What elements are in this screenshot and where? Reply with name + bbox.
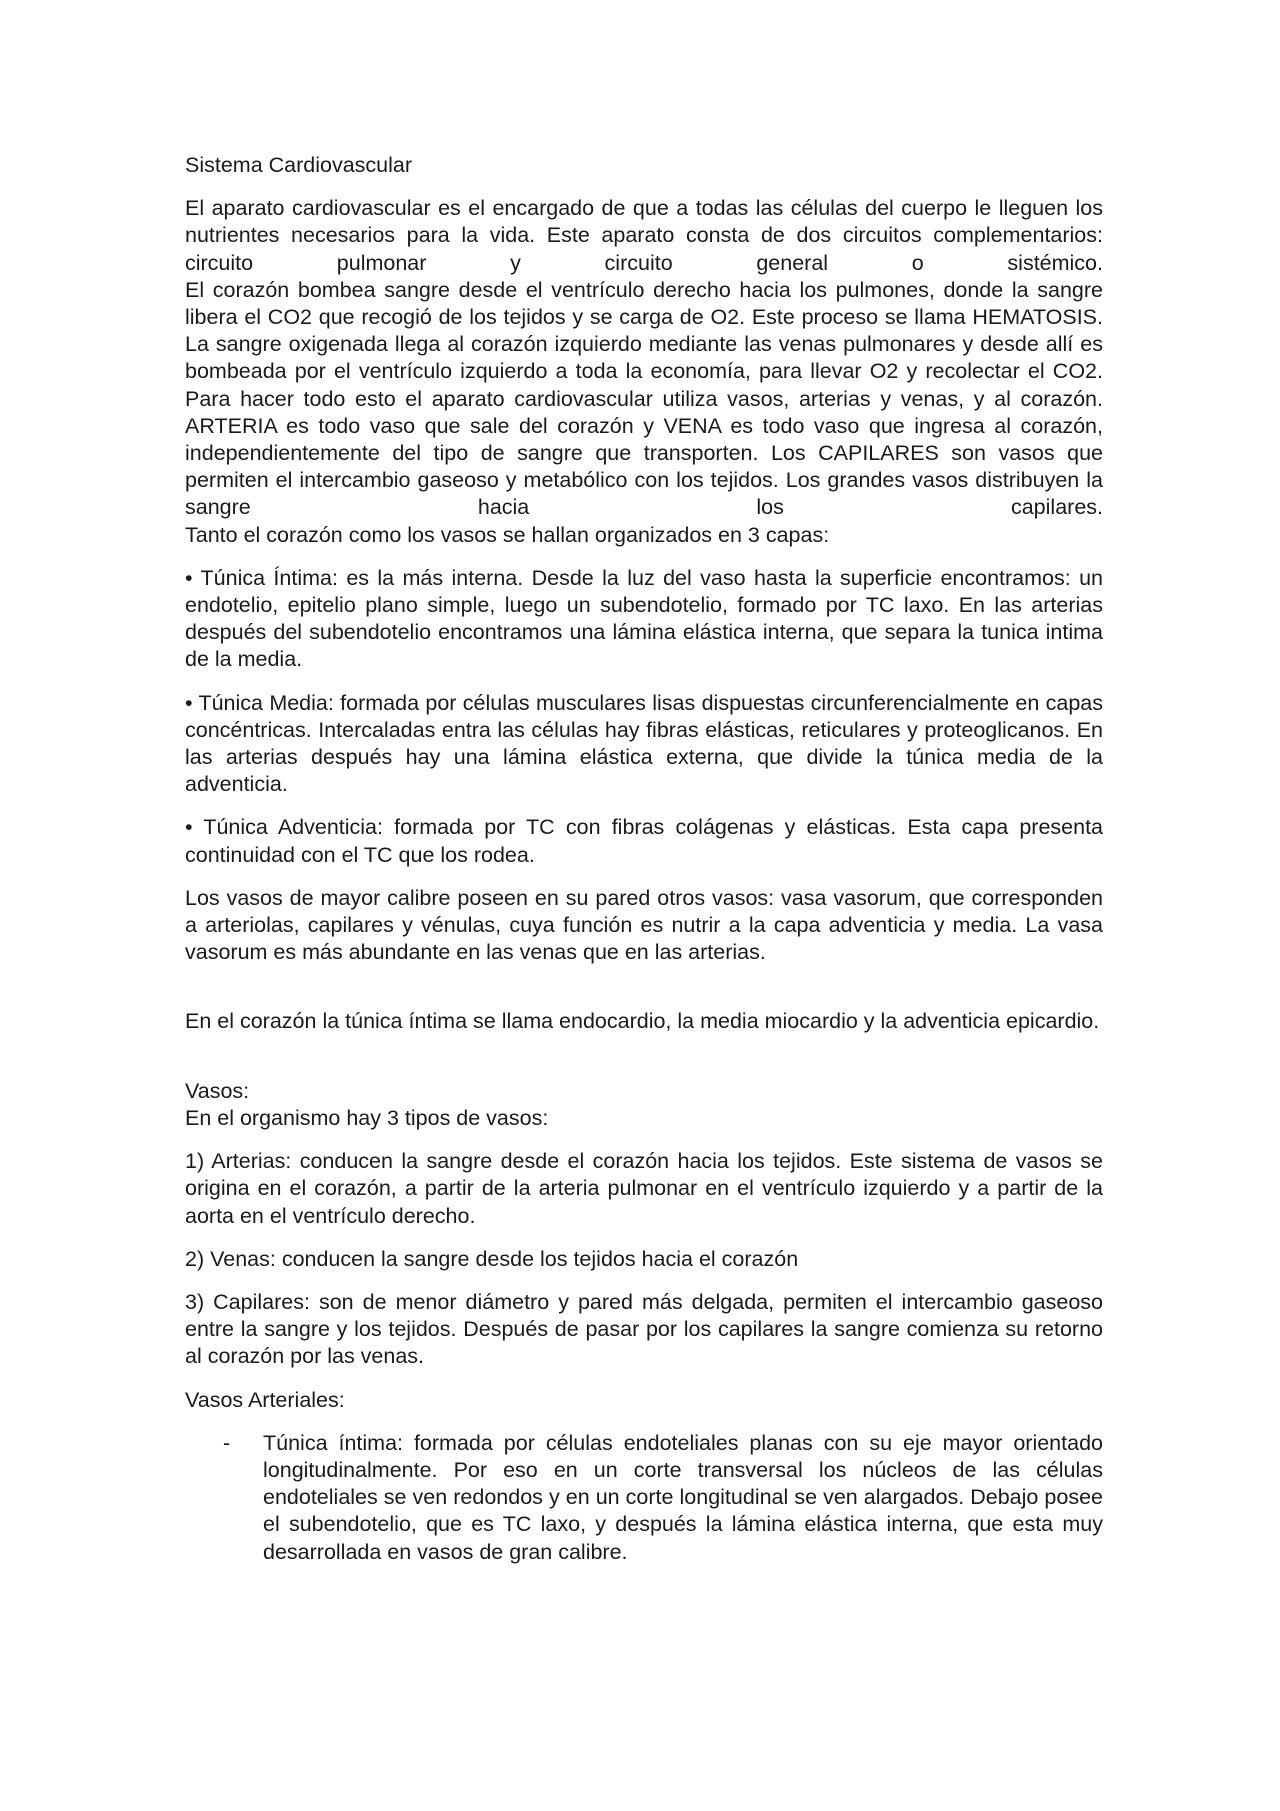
list-dash-marker: - xyxy=(223,1430,231,1455)
document-title: Sistema Cardiovascular xyxy=(185,153,413,177)
intro-paragraph-2: El corazón bombea sangre desde el ventrículo derecho hacia los pulmones, donde la sangre libera el CO2 que recogió de los tejidos y se carga de O2. Este proceso se llama HEMATOSIS. xyxy=(185,277,1103,330)
vasos-intro: En el organismo hay 3 tipos de vasos: xyxy=(185,1105,549,1130)
corazon-capas-paragraph: En el corazón la túnica íntima se llama endocardio, la media miocardio y la adventicia epicardio. xyxy=(185,1009,1100,1034)
intro-paragraph-1: El aparato cardiovascular es el encargado de que a todas las células del cuerpo le lleguen los nutrientes necesarios para la vida. Este aparato consta de dos circuitos complementarios: circuito pulmonar y circuito general o sistémico. xyxy=(185,196,1103,275)
vasos-section xyxy=(185,1078,1103,1371)
intro-paragraph-4: Para hacer todo esto el aparato cardiovascular utiliza vasos, arterias y venas, y al corazón. ARTERIA es todo vaso que sale del corazón y VENA es todo vaso que ingresa al corazón, independientemente del tipo de sangre que transporten. Los CAPILARES son vasos que permiten el intercambio gaseoso y metabólico con los tejidos. Los grandes vasos distribuyen la sangre hacia los capilares. xyxy=(185,386,1103,520)
capas-list xyxy=(185,565,1103,869)
arteriales-heading: Vasos Arteriales: xyxy=(185,1387,345,1412)
document-page xyxy=(185,152,1103,1566)
capa-item-media: • Túnica Media: formada por células musculares lisas dispuestas circunferencialmente en capas concéntricas. Intercaladas entra las células hay fibras elásticas, reticulares y proteoglicanos. En las arterias después hay una lámina elástica externa, que divide la túnica media de la adventicia. xyxy=(185,690,1103,797)
vasos-item-venas: 2) Venas: conducen la sangre desde los tejidos hacia el corazón xyxy=(185,1246,799,1271)
intro-section xyxy=(185,195,1103,549)
capa-item-intima: • Túnica Íntima: es la más interna. Desde la luz del vaso hasta la superficie encontramos: un endotelio, epitelio plano simple, luego un subendotelio, formado por TC laxo. En las arterias después del subendotelio encontramos una lámina elástica interna, que separa la tunica intima de la media. xyxy=(185,565,1103,672)
arteriales-list-item xyxy=(185,1430,1103,1566)
intro-paragraph-3: La sangre oxigenada llega al corazón izquierdo mediante las venas pulmonares y desde allí es bombeada por el ventrículo izquierdo a toda la economía, para llevar O2 y recolectar el CO2. xyxy=(185,332,1103,384)
vasos-heading: Vasos: xyxy=(185,1078,250,1103)
intro-paragraph-5: Tanto el corazón como los vasos se hallan organizados en 3 capas: xyxy=(185,522,830,547)
vasos-item-capilares: 3) Capilares: son de menor diámetro y pared más delgada, permiten el intercambio gaseoso entre la sangre y los tejidos. Después de pasar por los capilares la sangre comienza su retorno al corazón por las venas. xyxy=(185,1289,1103,1369)
vasa-vasorum-paragraph: Los vasos de mayor calibre poseen en su pared otros vasos: vasa vasorum, que corresponden a arteriolas, capilares y vénulas, cuya función es nutrir a la capa adventicia y media. La vasa vasorum es más abundante en las venas que en las arterias. xyxy=(185,885,1103,965)
arteriales-section xyxy=(185,1387,1103,1566)
arteriales-item-text: Túnica íntima: formada por células endoteliales planas con su eje mayor orientado longitudinalmente. Por eso en un corte transversal los núcleos de las células endoteliales se ven redondos y en un corte longitudinal se ven alargados. Debajo posee el subendotelio, que es TC laxo, y después la lámina elástica interna, que esta muy desarrollada en vasos de gran calibre. xyxy=(263,1430,1103,1564)
capa-item-adventicia: • Túnica Adventicia: formada por TC con fibras colágenas y elásticas. Esta capa presenta continuidad con el TC que los rodea. xyxy=(185,815,1103,867)
vasos-item-arterias: 1) Arterias: conducen la sangre desde el corazón hacia los tejidos. Este sistema de vasos se origina en el corazón, a partir de la arteria pulmonar en el ventrículo izquierdo y a partir de la aorta en el ventrículo derecho. xyxy=(185,1149,1103,1228)
